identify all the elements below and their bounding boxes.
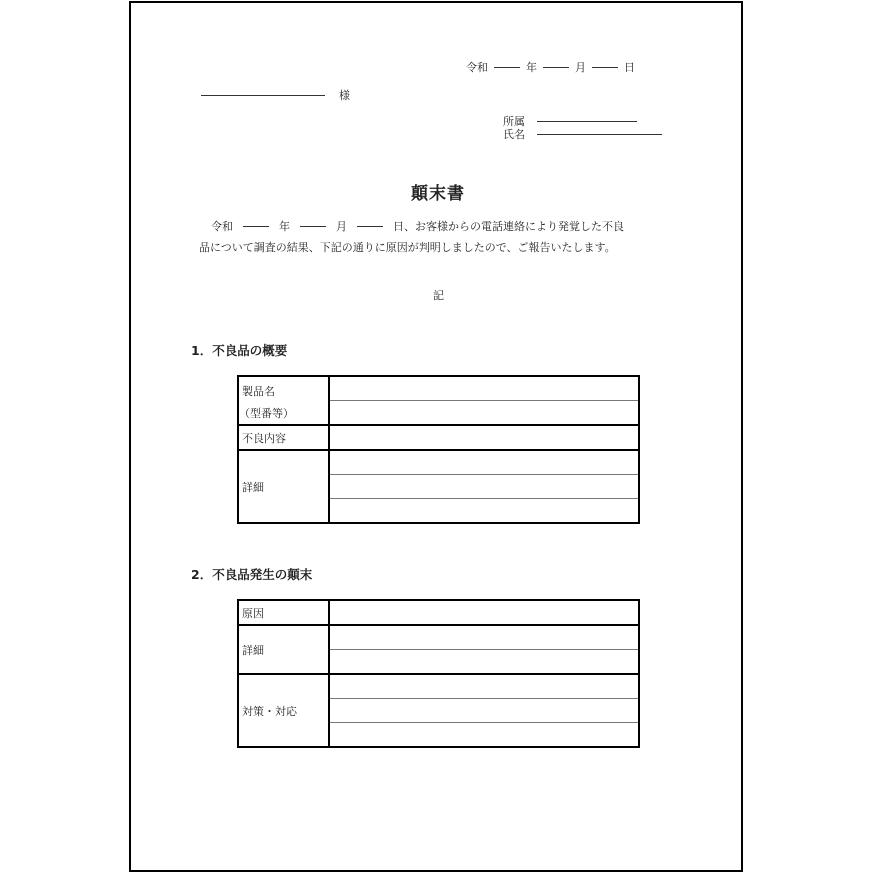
section1-heading: 1．不良品の概要 (191, 343, 288, 358)
defect-field[interactable] (329, 425, 639, 450)
defect-label: 不良内容 (238, 425, 329, 450)
document-page (129, 1, 743, 872)
details-label-2: 詳細 (238, 625, 329, 674)
document-title: 顛末書 (411, 184, 465, 204)
name-blank[interactable] (537, 134, 662, 135)
details1-field-1[interactable] (329, 450, 639, 475)
details1-field-2[interactable] (329, 475, 639, 499)
cause-field[interactable] (329, 600, 639, 625)
defect-summary-table (237, 375, 640, 524)
intro-year-label: 年 (279, 220, 290, 233)
date-year-label: 年 (526, 61, 537, 74)
model-number-label: （型番等） (239, 406, 294, 420)
date-era: 令和 (466, 61, 488, 74)
day-blank[interactable] (592, 67, 618, 68)
recipient-suffix: 様 (339, 89, 350, 102)
intro-era: 令和 (211, 220, 233, 233)
cause-label: 原因 (238, 600, 329, 625)
section2-heading: 2．不良品発生の顛末 (191, 567, 313, 582)
recipient-line (201, 87, 350, 103)
product-name-label: 製品名 (242, 384, 275, 398)
incident-course-table (237, 599, 640, 748)
product-name-label-cell (238, 376, 329, 425)
details2-field-1[interactable] (329, 625, 639, 650)
model-number-field[interactable] (329, 401, 639, 426)
intro-line-2: 品について調査の結果、下記の通りに原因が判明しましたので、ご報告いたします。 (199, 241, 616, 254)
details2-field-2[interactable] (329, 650, 639, 675)
intro-day-blank[interactable] (357, 226, 383, 227)
recipient-blank[interactable] (201, 95, 325, 96)
details-label-1: 詳細 (238, 450, 329, 523)
ki-mark: 記 (433, 289, 444, 302)
date-month-label: 月 (575, 61, 586, 74)
countermeasure-field-2[interactable] (329, 699, 639, 723)
month-blank[interactable] (543, 67, 569, 68)
name-line (503, 126, 668, 142)
intro-year-blank[interactable] (243, 226, 269, 227)
year-blank[interactable] (494, 67, 520, 68)
affiliation-label: 所属 (503, 115, 525, 128)
details1-field-3[interactable] (329, 499, 639, 524)
name-label: 氏名 (503, 128, 525, 141)
countermeasure-field-1[interactable] (329, 674, 639, 699)
countermeasure-label: 対策・対応 (238, 674, 329, 747)
intro-line1-rest: 日、お客様からの電話連絡により発覚した不良 (393, 220, 624, 233)
intro-month-blank[interactable] (300, 226, 326, 227)
intro-line-1 (211, 218, 624, 234)
countermeasure-field-3[interactable] (329, 723, 639, 748)
intro-month-label: 月 (336, 220, 347, 233)
affiliation-blank[interactable] (537, 121, 637, 122)
date-line (466, 59, 635, 75)
product-name-field[interactable] (329, 376, 639, 401)
date-day-label: 日 (624, 61, 635, 74)
